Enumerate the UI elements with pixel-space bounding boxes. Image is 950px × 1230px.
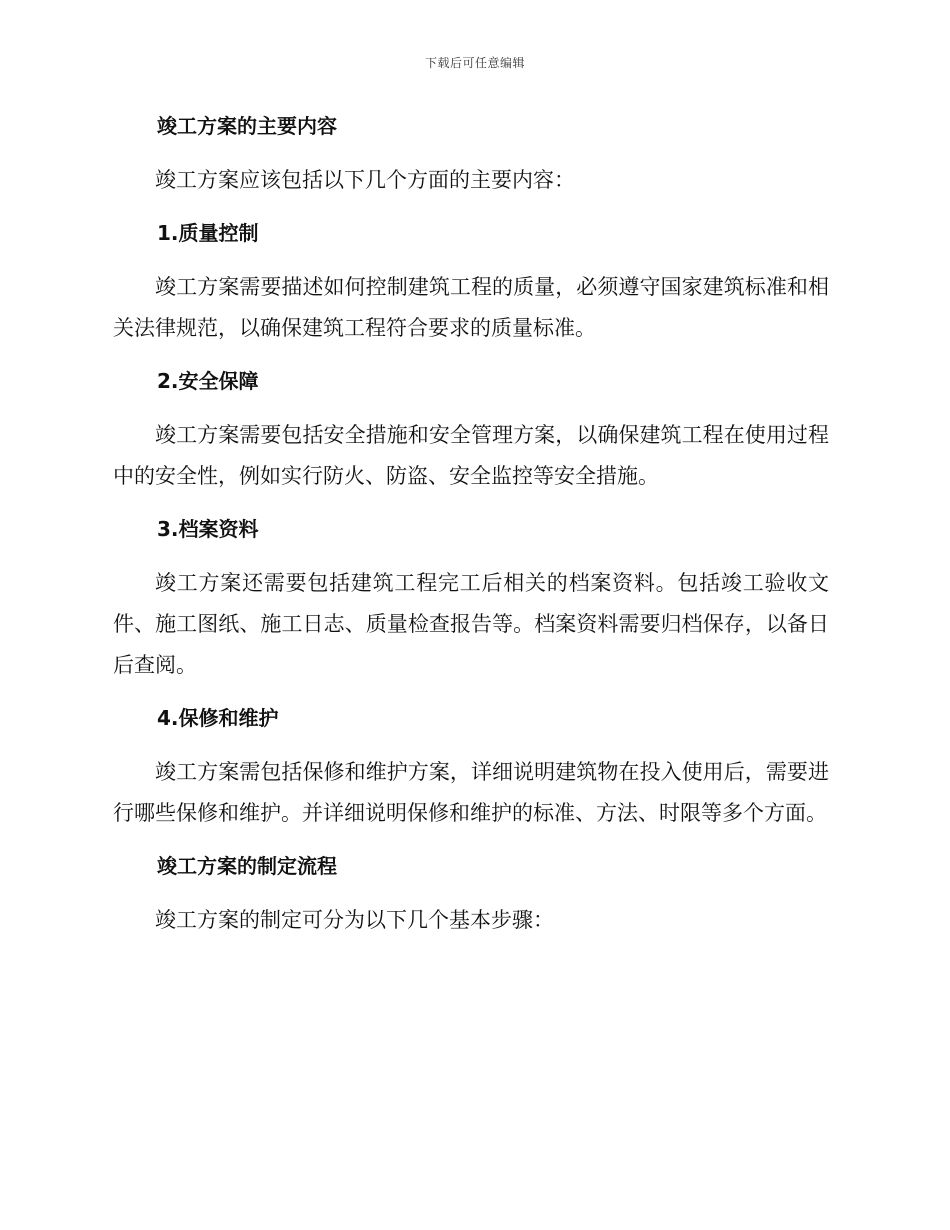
- paragraph-process: 竣工方案的制定可分为以下几个基本步骤：: [155, 908, 554, 932]
- paragraph-maintenance: 竣工方案需包括保修和维护方案，详细说明建筑物在投入使用后，需要进行哪些保修和维护。并详细说明保修和维护的标准、方法、时限等多个方面。: [113, 760, 829, 825]
- heading-maintenance: 4.保修和维护: [157, 706, 279, 730]
- heading-quality-control: 1.质量控制: [157, 221, 259, 245]
- page-header: 下载后可任意编辑: [424, 56, 525, 70]
- intro-paragraph: 竣工方案应该包括以下几个方面的主要内容：: [155, 168, 575, 192]
- heading-archives: 3.档案资料: [157, 517, 259, 541]
- heading-safety: 2.安全保障: [157, 369, 259, 393]
- paragraph-safety: 竣工方案需要包括安全措施和安全管理方案，以确保建筑工程在使用过程中的安全性，例如实行防火、防盗、安全监控等安全措施。: [113, 423, 829, 488]
- paragraph-quality-control: 竣工方案需要描述如何控制建筑工程的质量，必须遵守国家建筑标准和相关法律规范，以确保建筑工程符合要求的质量标准。: [113, 275, 829, 340]
- section-heading-main-content: 竣工方案的主要内容: [157, 114, 337, 138]
- section-heading-process: 竣工方案的制定流程: [157, 854, 337, 878]
- document-body: [113, 106, 829, 941]
- paragraph-archives: 竣工方案还需要包括建筑工程完工后相关的档案资料。包括竣工验收文件、施工图纸、施工日志、质量检查报告等。档案资料需要归档保存，以备日后查阅。: [113, 571, 829, 677]
